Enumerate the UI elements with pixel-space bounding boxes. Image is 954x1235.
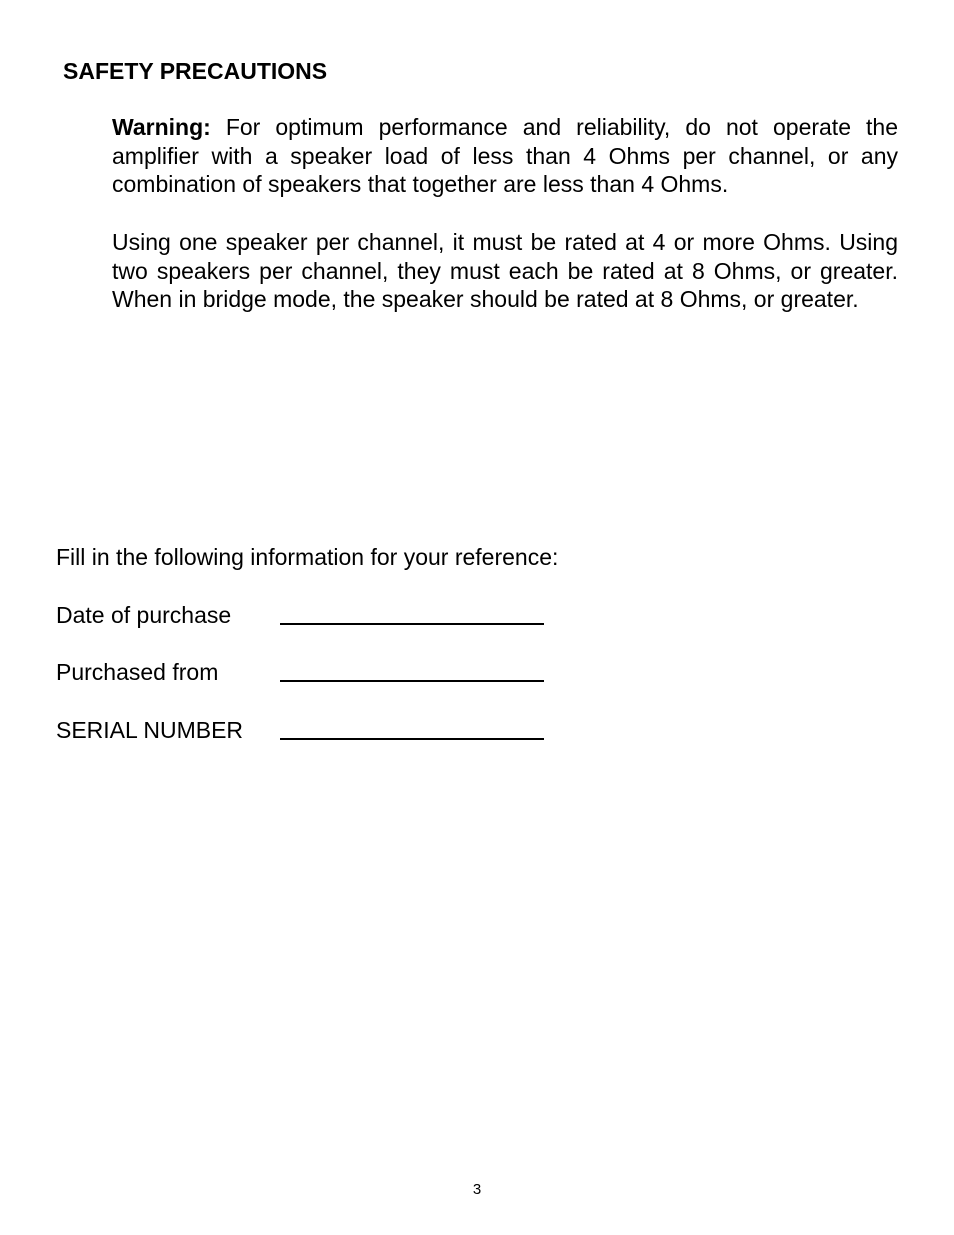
warning-paragraph — [112, 113, 898, 199]
serial-number-blank — [280, 738, 544, 740]
warning-label: Warning: — [112, 114, 211, 140]
date-of-purchase-label: Date of purchase — [56, 602, 232, 628]
warning-text: For optimum performance and reliability, do not operate the amplifier with a speaker load of less than 4 Ohms per channel, or any combination of speakers that together are less than 4 Ohms. — [112, 114, 898, 198]
purchased-from-blank — [280, 680, 544, 682]
page-number: 3 — [472, 1181, 482, 1198]
date-of-purchase-blank — [280, 623, 544, 625]
speaker-rule-paragraph: Using one speaker per channel, it must be rated at 4 or more Ohms. Using two speakers per channel, they must each be rated at 8 Ohms, or greater. When in bridge mode, the speaker should be rated at 8 Ohms, or greater. — [112, 229, 898, 313]
purchased-from-label: Purchased from — [56, 659, 219, 685]
section-heading: SAFETY PRECAUTIONS — [63, 58, 328, 84]
reference-intro: Fill in the following information for your reference: — [56, 544, 559, 570]
serial-number-label: SERIAL NUMBER — [56, 717, 244, 743]
